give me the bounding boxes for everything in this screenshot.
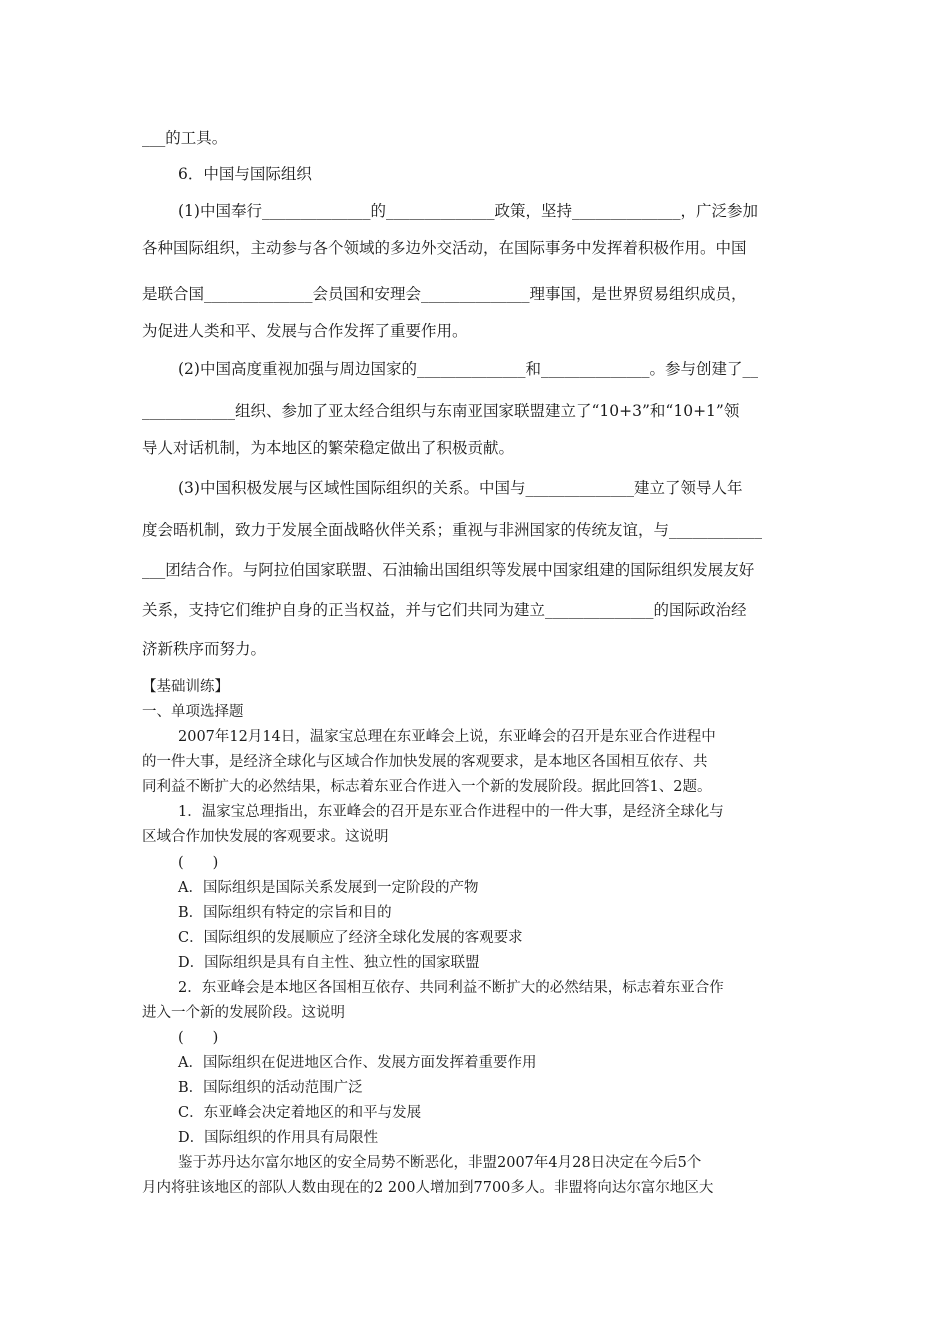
text-line: 导人对话机制，为本地区的繁荣稳定做出了积极贡献。 bbox=[142, 439, 515, 457]
text-line: ___的工具。 bbox=[142, 129, 228, 147]
text-line: 为促进人类和平、发展与合作发挥了重要作用。 bbox=[142, 322, 468, 340]
text-line: 度会晤机制，致力于发展全面战略伙伴关系；重视与非洲国家的传统友谊，与____________ bbox=[142, 521, 763, 539]
text-line: ___团结合作。与阿拉伯国家联盟、石油输出国组织等发展中国家组建的国际组织发展友好 bbox=[142, 561, 755, 579]
intro-text: 的一件大事，是经济全球化与区域合作加快发展的客观要求，是本地区各国相互依存、共 bbox=[142, 754, 708, 770]
section-heading: 6．中国与国际组织 bbox=[178, 165, 312, 183]
option-d: D．国际组织是具有自主性、独立性的国家联盟 bbox=[178, 955, 480, 971]
passage-text: 鉴于苏丹达尔富尔地区的安全局势不断恶化，非盟2007年4月28日决定在今后5个 bbox=[178, 1155, 702, 1171]
text-line: ____________组织、参加了亚太经合组织与东南亚国家联盟建立了“10+3”和“10+1”领 bbox=[142, 402, 740, 420]
text-line: (1)中国奉行______________的______________政策，坚持______________，广泛参加 bbox=[178, 202, 758, 220]
answer-blank: ( ) bbox=[178, 855, 219, 871]
option-c: C．东亚峰会决定着地区的和平与发展 bbox=[178, 1105, 422, 1121]
option-c: C．国际组织的发展顺应了经济全球化发展的客观要求 bbox=[178, 930, 523, 946]
intro-text: 2007年12月14日，温家宝总理在东亚峰会上说，东亚峰会的召开是东亚合作进程中 bbox=[178, 729, 716, 745]
text-line: 关系，支持它们维护自身的正当权益，并与它们共同为建立______________的国际政治经 bbox=[142, 601, 747, 619]
intro-text: 同利益不断扩大的必然结果，标志着东亚合作进入一个新的发展阶段。据此回答1、2题。 bbox=[142, 779, 712, 795]
option-b: B．国际组织的活动范围广泛 bbox=[178, 1080, 363, 1096]
text-line: 是联合国______________会员国和安理会______________理事国，是世界贸易组织成员， bbox=[142, 285, 747, 303]
text-line: 济新秩序而努力。 bbox=[142, 640, 267, 658]
section-title: 【基础训练】 bbox=[142, 679, 229, 695]
option-a: A．国际组织在促进地区合作、发展方面发挥着重要作用 bbox=[178, 1055, 537, 1071]
question-2-stem: 进入一个新的发展阶段。这说明 bbox=[142, 1005, 345, 1021]
question-1-stem: 1．温家宝总理指出，东亚峰会的召开是东亚合作进程中的一件大事，是经济全球化与 bbox=[178, 804, 724, 820]
text-line: (2)中国高度重视加强与周边国家的______________和______________。参与创建了__ bbox=[178, 360, 758, 378]
question-2-stem: 2．东亚峰会是本地区各国相互依存、共同利益不断扩大的必然结果，标志着东亚合作 bbox=[178, 980, 724, 996]
text-line: (3)中国积极发展与区域性国际组织的关系。中国与______________建立了领导人年 bbox=[178, 479, 743, 497]
option-a: A．国际组织是国际关系发展到一定阶段的产物 bbox=[178, 880, 479, 896]
option-d: D．国际组织的作用具有局限性 bbox=[178, 1130, 379, 1146]
answer-blank: ( ) bbox=[178, 1030, 219, 1046]
passage-text: 月内将驻该地区的部队人数由现在的2 200人增加到7700多人。非盟将向达尔富尔地区大 bbox=[142, 1180, 714, 1196]
option-b: B．国际组织有特定的宗旨和目的 bbox=[178, 905, 392, 921]
text-line: 各种国际组织，主动参与各个领域的多边外交活动，在国际事务中发挥着积极作用。中国 bbox=[142, 239, 747, 257]
question-1-stem: 区域合作加快发展的客观要求。这说明 bbox=[142, 829, 389, 845]
part-heading: 一、单项选择题 bbox=[142, 704, 244, 720]
